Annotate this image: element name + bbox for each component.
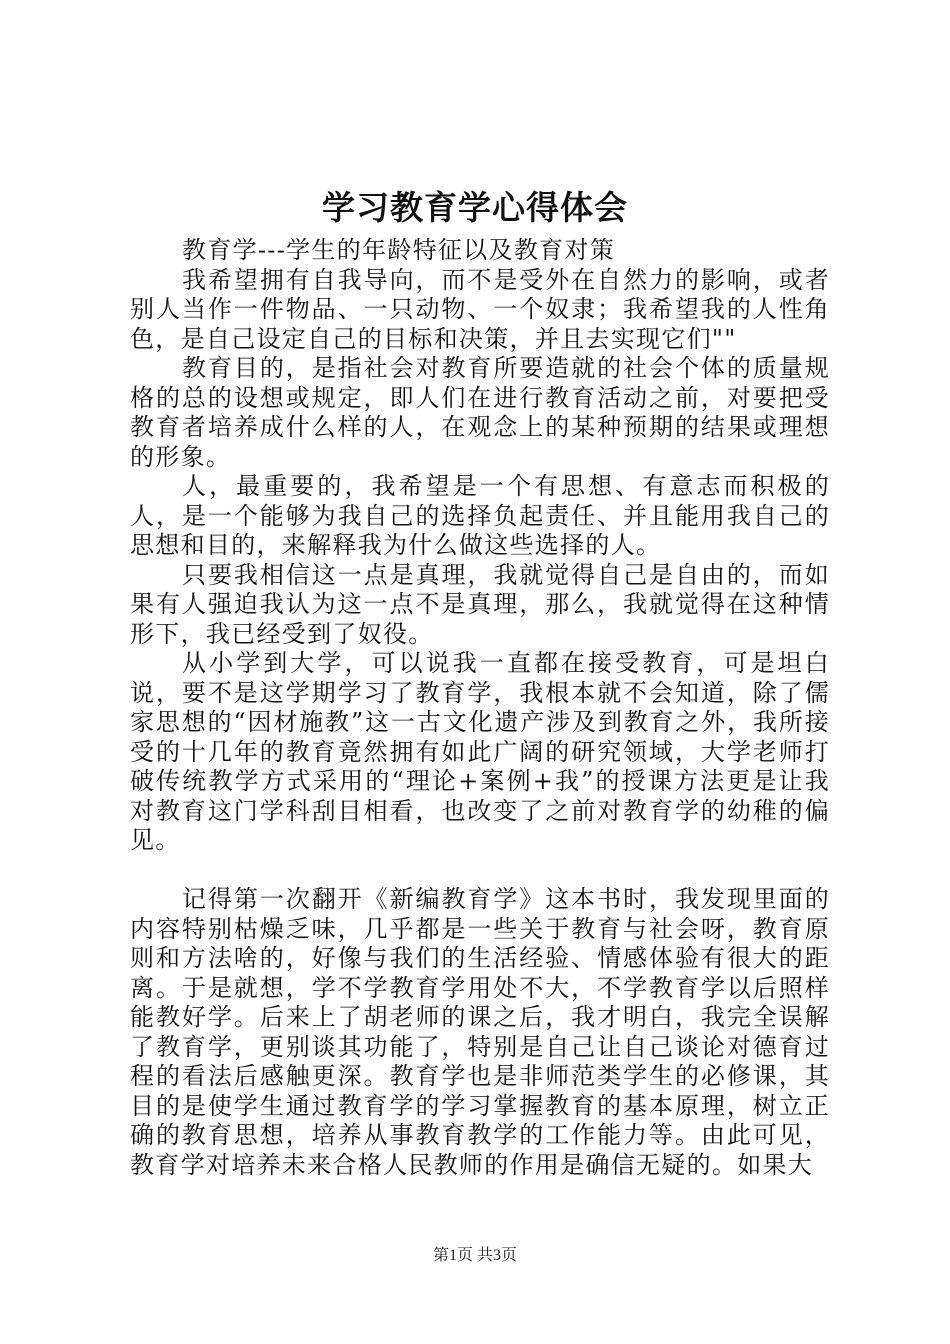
paragraph-1: 我希望拥有自我导向，而不是受外在自然力的影响，或者别人当作一件物品、一只动物、一个奴隶；我希望我的人性角色，是自己设定自己的目标和决策，并且去实现它们"" bbox=[130, 265, 830, 353]
paragraph-5: 从小学到大学，可以说我一直都在接受教育，可是坦白说，要不是这学期学习了教育学，我根本就不会知道，除了儒家思想的“因材施教”这一古文化遗产涉及到教育之外，我所接受的十几年的教育竟然拥有如此广阔的研究领域，大学老师打破传统教学方式采用的“理论+案例+我”的授课方法更是让我对教育这门学科刮目相看，也改变了之前对教育学的幼稚的偏见。 bbox=[130, 649, 830, 854]
paragraph-6: 记得第一次翻开《新编教育学》这本书时，我发现里面的内容特别枯燥乏味，几乎都是一些关于教育与社会呀，教育原则和方法啥的，好像与我们的生活经验、情感体验有很大的距离。于是就想，学不学教育学用处不大，不学教育学以后照样能教好学。后来上了胡老师的课之后，我才明白，我完全误解了教育学，更别谈其功能了，特别是自己让自己谈论对德育过程的看法后感触更深。教育学也是非师范类学生的必修课，其目的是使学生通过教育学的学习掌握教育的基本原理，树立正确的教育思想，培养从事教育教学的工作能力等。由此可见，教育学对培养未来合格人民教师的作用是确信无疑的。如果大 bbox=[130, 885, 830, 1179]
paragraph-subtitle: 教育学---学生的年龄特征以及教育对策 bbox=[182, 236, 616, 264]
paragraph-2: 教育目的，是指社会对教育所要造就的社会个体的质量规格的总的设想或规定，即人们在进行教育活动之前，对要把受教育者培养成什么样的人，在观念上的某种预期的结果或理想的形象。 bbox=[130, 354, 830, 471]
document-body bbox=[130, 236, 830, 1180]
paragraph-3: 人，最重要的，我希望是一个有思想、有意志而积极的人，是一个能够为我自己的选择负起责任、并且能用我自己的思想和目的，来解释我为什么做这些选择的人。 bbox=[130, 472, 830, 559]
paragraph-4: 只要我相信这一点是真理，我就觉得自己是自由的，而如果有人强迫我认为这一点不是真理，那么，我就觉得在这种情形下，我已经受到了奴役。 bbox=[130, 560, 830, 648]
document-title: 学习教育学心得体会 bbox=[322, 188, 628, 227]
page-footer: 第1页 共3页 bbox=[432, 1247, 517, 1264]
